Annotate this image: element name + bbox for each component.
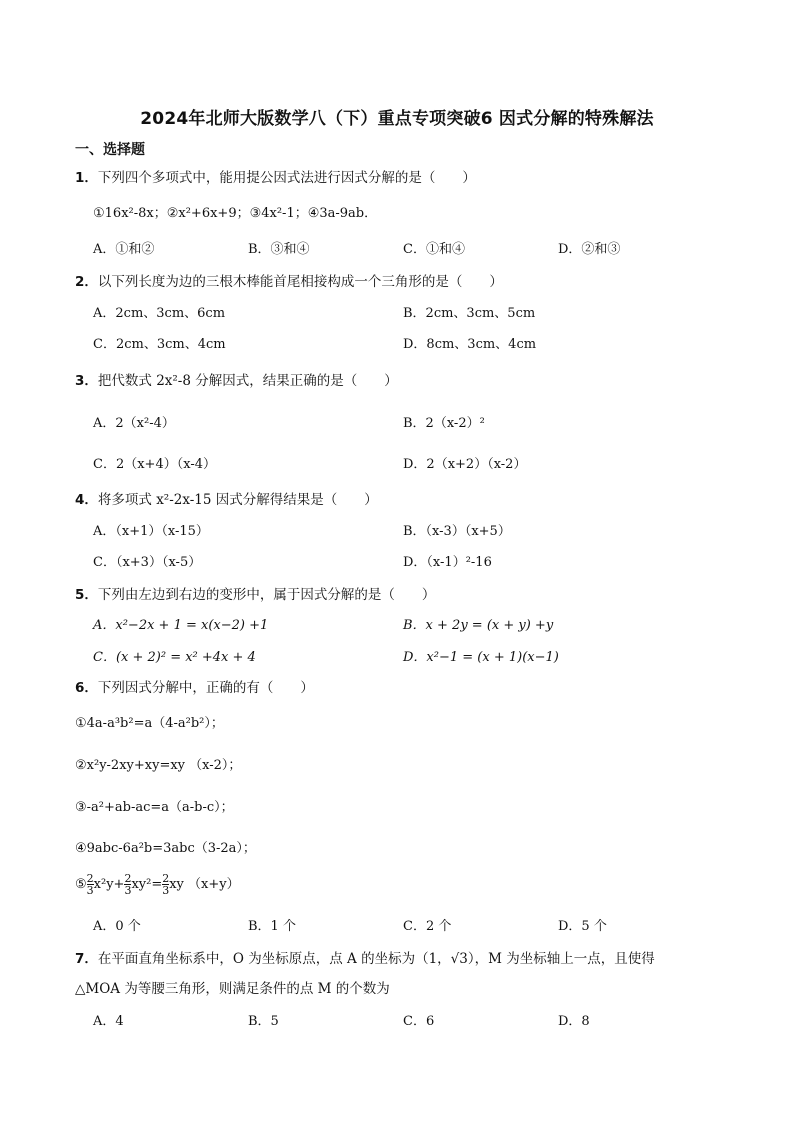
question-1 (75, 166, 476, 186)
term: xy²= (131, 877, 163, 892)
question-number: 4． (75, 492, 98, 508)
question-stem: 把代数式 2x²-8 分解因式，结果正确的是（ ） (97, 373, 398, 389)
q6-item-4: ④9abc-6a²b=3abc（3-2a）； (75, 841, 256, 856)
q7-option-d: D．8 (558, 1014, 590, 1029)
q4-option-c: C．（x+3）（x-5） (93, 555, 202, 570)
q1-option-b: B．③和④ (248, 242, 310, 257)
q5-option-d: D．x²−1 = (x + 1)(x−1) (403, 650, 559, 665)
q3-option-d: D．2（x+2）（x-2） (403, 457, 527, 472)
question-number: 2． (75, 274, 98, 290)
numerator: 2 (86, 872, 94, 885)
question-1-items: ①16x²-8x；②x²+6x+9；③4x²-1；④3a-9ab． (93, 206, 378, 221)
question-stem: 以下列长度为边的三根木棒能首尾相接构成一个三角形的是（ ） (97, 274, 503, 290)
q7-option-c: C．6 (403, 1014, 435, 1029)
q6-option-c: C．2 个 (403, 919, 452, 934)
q4-option-b: B．（x-3）（x+5） (403, 524, 511, 539)
q3-option-c: C．2（x+4）（x-4） (93, 457, 216, 472)
term: x²y+ (93, 877, 125, 892)
q6-item-2: ②x²y-2xy+xy=xy （x-2）； (75, 758, 242, 773)
q7-option-a: A．4 (93, 1014, 124, 1029)
q5-option-c: C．(x + 2)² = x² +4x + 4 (93, 650, 256, 665)
question-number: 3． (75, 373, 98, 389)
q6-item-3: ③-a²+ab-ac=a（a-b-c）； (75, 800, 234, 815)
q6-item-1: ①4a-a³b²=a（4-a²b²）； (75, 716, 224, 731)
denominator: 3 (162, 884, 170, 897)
q4-option-d: D．（x-1）²-16 (403, 555, 492, 570)
question-stem: 将多项式 x²-2x-15 因式分解得结果是（ ） (97, 492, 378, 508)
q7-option-b: B．5 (248, 1014, 279, 1029)
question-5 (75, 583, 435, 603)
q5-option-b: B．x + 2y = (x + y) +y (403, 618, 554, 633)
q2-option-a: A．2cm、3cm、6cm (93, 306, 226, 321)
q2-option-d: D．8cm、3cm、4cm (403, 337, 537, 352)
fraction (87, 873, 94, 896)
question-7 (75, 947, 655, 967)
question-2 (75, 270, 503, 290)
question-number: 7． (75, 951, 98, 967)
numerator: 2 (124, 872, 132, 885)
section-heading: 一、选择题 (75, 142, 145, 158)
page-title: 2024年北师大版数学八（下）重点专项突破6 因式分解的特殊解法 (140, 109, 654, 129)
question-stem: 下列由左边到右边的变形中，属于因式分解的是（ ） (97, 587, 436, 603)
q1-option-d: D．②和③ (558, 242, 621, 257)
q1-option-c: C．①和④ (403, 242, 465, 257)
question-4 (75, 488, 378, 508)
denominator: 3 (86, 884, 94, 897)
q6-option-b: B．1 个 (248, 919, 296, 934)
q5-option-a: A．x²−2x + 1 = x(x−2) +1 (93, 618, 269, 633)
question-stem: 下列四个多项式中，能用提公因式法进行因式分解的是（ ） (97, 170, 476, 186)
q2-option-b: B．2cm、3cm、5cm (403, 306, 536, 321)
question-stem: 在平面直角坐标系中，O 为坐标原点，点 A 的坐标为（1，√3），M 为坐标轴上一点，且使得 (97, 951, 655, 967)
denominator: 3 (124, 884, 132, 897)
question-number: 5． (75, 587, 98, 603)
q4-option-a: A．（x+1）（x-15） (93, 524, 209, 539)
question-stem: 下列因式分解中，正确的有（ ） (97, 680, 314, 696)
question-number: 1． (75, 170, 98, 186)
q2-option-c: C．2cm、3cm、4cm (93, 337, 226, 352)
q6-option-a: A．0 个 (93, 919, 141, 934)
q3-option-a: A．2（x²-4） (93, 416, 175, 431)
question-number: 6． (75, 680, 98, 696)
q1-option-a: A．①和② (93, 242, 155, 257)
q6-option-d: D．5 个 (558, 919, 607, 934)
q3-option-b: B．2（x-2）² (403, 416, 485, 431)
q6-item-5 (75, 873, 240, 896)
term: xy （x+y） (169, 877, 240, 892)
question-3 (75, 369, 398, 389)
question-7-stem-continued: △MOA 为等腰三角形，则满足条件的点 M 的个数为 (75, 981, 390, 997)
item-marker: ⑤ (75, 877, 87, 892)
question-6 (75, 676, 314, 696)
numerator: 2 (162, 872, 170, 885)
